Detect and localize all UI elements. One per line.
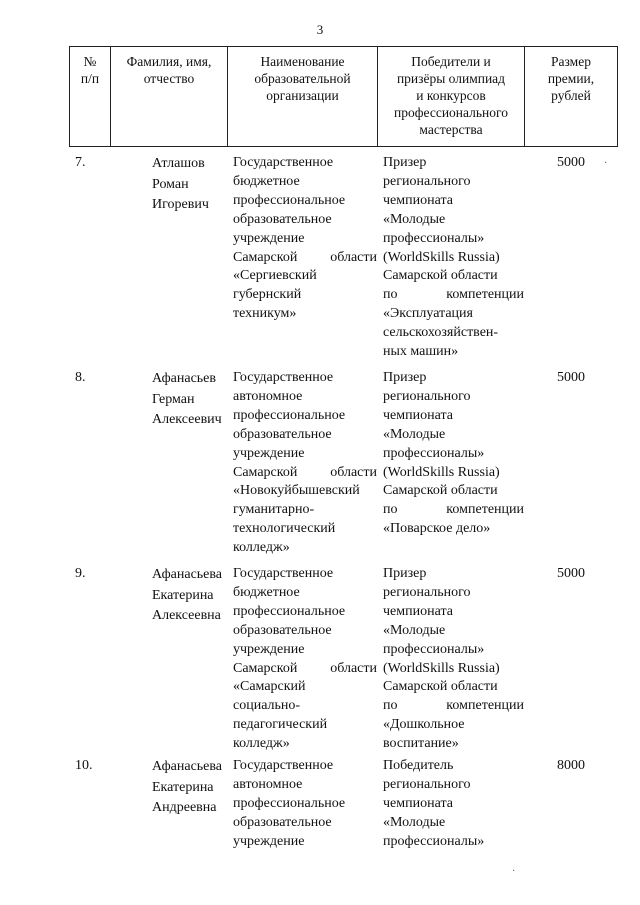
org-line: образовательное [233, 426, 332, 442]
header-winners [378, 47, 525, 146]
org-line: бюджетное [233, 173, 300, 189]
header-text: Размер [551, 54, 591, 69]
header-text: отчество [143, 71, 195, 86]
header-text: Победители и [411, 54, 491, 69]
table-row [69, 154, 618, 362]
achievement-line: «Эксплуатация [383, 306, 473, 322]
org-line: бюджетное [233, 584, 300, 600]
org-line: «Новокуйбышевский [233, 483, 360, 499]
row-full-name [110, 369, 227, 558]
org-line: Государственное [233, 566, 334, 581]
achievement-line: регионального [383, 173, 471, 189]
achievement-line: Призер [383, 370, 427, 385]
scan-speck: · [604, 158, 608, 169]
table-row [69, 369, 618, 558]
achievement-line: профессионалы» [383, 833, 485, 849]
achievement-line: (WorldSkills Russia) [383, 464, 500, 480]
row-number: 7. [75, 155, 86, 170]
row-full-name [110, 757, 227, 852]
org-line: техникум» [233, 306, 297, 322]
achievement-line: профессионалы» [383, 641, 485, 657]
name-line: Андреевна [152, 800, 217, 815]
achievement-line: (WorldSkills Russia) [383, 660, 500, 676]
name-line: Афанасьева [152, 567, 223, 582]
org-line: учреждение [233, 445, 305, 461]
header-organization [228, 47, 378, 146]
org-line: Государственное [233, 758, 334, 773]
row-achievement [377, 565, 524, 754]
achievement-line: регионального [383, 388, 471, 404]
org-line: учреждение [233, 641, 305, 657]
achievement-line: чемпионата [383, 407, 453, 423]
name-line: Афанасьева [152, 759, 223, 774]
org-line: колледж» [233, 736, 290, 752]
achievement-line: Самарской области [383, 483, 498, 499]
row-organization [227, 369, 377, 558]
org-line: Самарской области [233, 464, 377, 480]
name-line: Герман [152, 391, 195, 407]
achievement-line: Призер [383, 155, 427, 170]
row-organization [227, 565, 377, 754]
org-line: профессиональное [233, 795, 346, 811]
org-line: губернский [233, 287, 302, 303]
row-prize: 5000 [557, 155, 585, 170]
achievement-line: Самарской области [383, 268, 498, 284]
row-prize: 5000 [557, 566, 585, 581]
row-full-name [110, 154, 227, 362]
org-line: профессиональное [233, 192, 346, 208]
header-number [70, 47, 111, 146]
row-organization [227, 757, 377, 852]
achievement-line: чемпионата [383, 795, 453, 811]
achievement-line: Самарской области [383, 679, 498, 695]
achievement-line: по компетенции [383, 698, 524, 714]
achievement-line: регионального [383, 776, 471, 792]
org-line: социально- [233, 698, 301, 714]
org-line: педагогический [233, 717, 328, 733]
header-text: № [83, 54, 97, 69]
page-number: 3 [316, 22, 324, 37]
header-text: образовательной [254, 71, 351, 86]
achievement-line: Победитель [383, 758, 454, 773]
achievement-line: профессионалы» [383, 445, 485, 461]
row-prize: 8000 [557, 758, 585, 773]
achievement-line: сельскохозяйствен- [383, 325, 499, 341]
header-text: Наименование [260, 54, 345, 69]
org-line: учреждение [233, 833, 305, 849]
name-line: Афанасьев [152, 371, 216, 386]
header-text: мастерства [419, 122, 483, 137]
org-line: технологический [233, 521, 336, 537]
org-line: «Сергиевский [233, 268, 317, 284]
achievement-line: «Дошкольное [383, 717, 465, 733]
achievement-line: профессионалы» [383, 230, 485, 246]
row-number: 10. [75, 758, 93, 773]
org-line: профессиональное [233, 603, 346, 619]
achievement-line: (WorldSkills Russia) [383, 249, 500, 265]
achievement-line: Призер [383, 566, 427, 581]
org-line: автономное [233, 388, 303, 404]
org-line: Государственное [233, 155, 334, 170]
scan-speck: · [512, 866, 516, 877]
org-line: гуманитарно- [233, 502, 315, 518]
achievement-line: «Молодые [383, 814, 446, 830]
row-number: 9. [75, 566, 86, 581]
achievement-line: воспитание» [383, 736, 459, 752]
name-line: Атлашов [152, 156, 205, 171]
header-text: призёры олимпиад [396, 71, 506, 86]
achievement-line: ных машин» [383, 344, 459, 360]
header-text: организации [266, 88, 339, 103]
org-line: образовательное [233, 211, 332, 227]
name-line: Алексеевич [152, 412, 222, 427]
header-text: профессионального [394, 105, 508, 120]
row-achievement [377, 369, 524, 558]
name-line: Екатерина [152, 779, 214, 795]
achievement-line: «Молодые [383, 426, 446, 442]
header-text: премии, [547, 71, 595, 86]
row-full-name [110, 565, 227, 754]
org-line: образовательное [233, 622, 332, 638]
achievement-line: «Молодые [383, 211, 446, 227]
header-full-name [111, 47, 228, 146]
header-text: и конкурсов [416, 88, 486, 103]
org-line: Самарской области [233, 660, 377, 676]
row-prize: 5000 [557, 370, 585, 385]
name-line: Екатерина [152, 587, 214, 603]
header-text: рублей [551, 88, 591, 103]
name-line: Игоревич [152, 197, 209, 212]
row-achievement [377, 757, 524, 852]
row-number: 8. [75, 370, 86, 385]
header-text: Фамилия, имя, [126, 54, 212, 69]
table-header [69, 46, 618, 147]
table-row [69, 565, 618, 754]
org-line: профессиональное [233, 407, 346, 423]
org-line: учреждение [233, 230, 305, 246]
org-line: образовательное [233, 814, 332, 830]
name-line: Роман [152, 176, 189, 192]
achievement-line: по компетенции [383, 287, 524, 303]
achievement-line: по компетенции [383, 502, 524, 518]
org-line: автономное [233, 776, 303, 792]
name-line: Алексеевна [152, 608, 221, 623]
org-line: Самарской области [233, 249, 377, 265]
achievement-line: чемпионата [383, 603, 453, 619]
achievement-line: «Поварское дело» [383, 521, 491, 537]
header-text: п/п [80, 71, 100, 86]
header-prize [525, 47, 617, 146]
org-line: «Самарский [233, 679, 306, 695]
row-achievement [377, 154, 524, 362]
org-line: колледж» [233, 540, 290, 556]
org-line: Государственное [233, 370, 334, 385]
table-row [69, 757, 618, 852]
achievement-line: чемпионата [383, 192, 453, 208]
achievement-line: регионального [383, 584, 471, 600]
achievement-line: «Молодые [383, 622, 446, 638]
row-organization [227, 154, 377, 362]
